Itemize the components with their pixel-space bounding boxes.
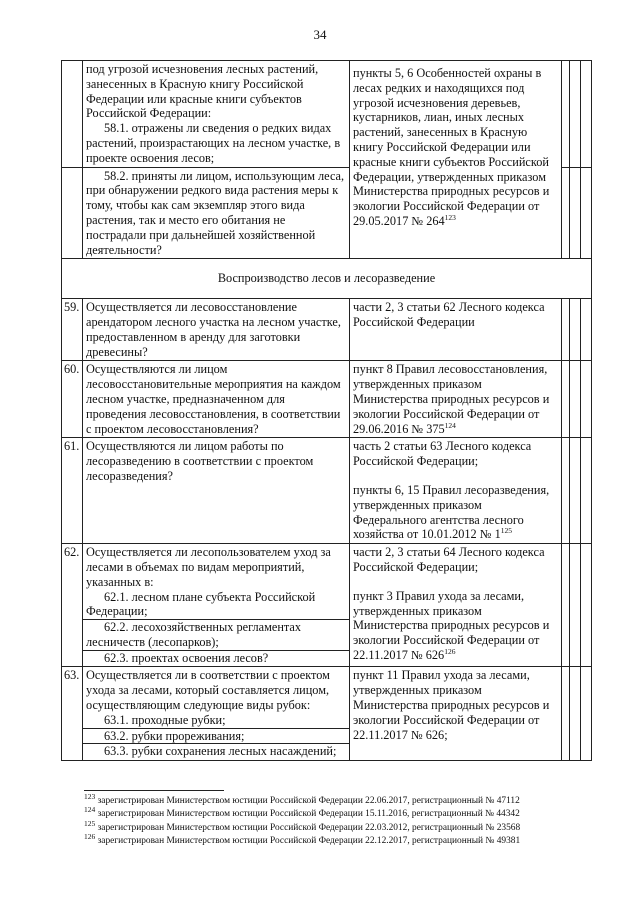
row-number: [62, 61, 83, 168]
sub-question: 62.2. лесохозяйственных регламентах лесничеств (лесопарков);: [86, 620, 302, 649]
question-cell: Осуществляются ли лицом работы по лесоразведению в соответствии с проектом лесоразведения?: [83, 438, 350, 544]
footnote: [84, 818, 604, 835]
basis-cell: части 2, 3 статьи 62 Лесного кодекса Российской Федерации: [350, 299, 562, 361]
question-cell: [83, 61, 350, 168]
table-row: [62, 299, 592, 361]
footnote-number: 125: [84, 818, 96, 828]
question-cell: [83, 544, 350, 667]
question-cell: [83, 167, 350, 259]
question-text: Осуществляется ли лесопользователем уход за лесами в объемах по видам мероприятий, указанных в:: [86, 545, 331, 589]
row-number: 59.: [62, 299, 83, 361]
question-cell: Осуществляются ли лицом лесовосстановительные мероприятия на каждом лесном участке, предназначенном для проведения лесовосстановления, в соответствии с проектом лесовосстановления?: [83, 361, 350, 438]
footnote-text: зарегистрирован Министерством юстиции Российской Федерации 15.11.2016, регистрационный № 44342: [97, 809, 520, 820]
sub-question: 62.3. проектах освоения лесов?: [104, 650, 269, 665]
basis-cell: [350, 544, 562, 667]
sub-question: 62.1. лесном плане субъекта Российской Федерации;: [86, 589, 316, 619]
footnote-text: зарегистрирован Министерством юстиции Российской Федерации 22.06.2017, регистрационный № 47112: [97, 796, 520, 806]
footnote-number: 124: [84, 805, 96, 815]
sub-question: 58.1. отражены ли сведения о редких видах растений, произрастающих на лесном участке, в проекте освоения лесов;: [86, 121, 341, 165]
legal-basis: часть 2 статьи 63 Лесного кодекса Российской Федерации;: [353, 439, 532, 469]
sub-question: 63.1. проходные рубки;: [104, 712, 226, 727]
footnotes: [84, 791, 604, 849]
row-number: 63.: [62, 667, 83, 761]
footnote: [84, 791, 604, 808]
sub-question: 63.3. рубки сохранения лесных насаждений;: [104, 744, 337, 759]
legal-basis: части 2, 3 статьи 64 Лесного кодекса Российской Федерации;: [353, 545, 545, 574]
footnote-ref: 124: [444, 420, 456, 430]
legal-basis: пункт 3 Правил ухода за лесами, утвержденных приказом Министерства природных ресурсов и экологии Российской Федерации от 22.11.2017 № 626: [353, 588, 550, 662]
basis-cell: [350, 61, 562, 259]
sub-question: 63.2. рубки прореживания;: [104, 728, 245, 743]
footnote-ref: 123: [444, 212, 456, 222]
legal-basis: пункты 6, 15 Правил лесоразведения, утвержденных приказом Федерального агентства лесного хозяйства от 10.01.2012 № 1: [353, 482, 550, 542]
basis-cell: [350, 438, 562, 544]
row-number: 62.: [62, 544, 83, 667]
table-row: [62, 61, 592, 168]
footnote-ref: 126: [444, 646, 456, 656]
footnote-divider: [84, 790, 224, 791]
table-row: [62, 544, 592, 667]
footnote-number: 126: [84, 832, 96, 842]
question-cell: [83, 667, 350, 761]
footnote: [84, 805, 604, 821]
table-row: [62, 438, 592, 544]
legal-basis: пункт 8 Правил лесовосстановления, утвержденных приказом Министерства природных ресурсов и экологии Российской Федерации от 29.06.2016 № 375: [353, 362, 550, 436]
section-row: [62, 259, 592, 299]
question-text: под угрозой исчезновения лесных растений, занесенных в Красную книгу Российской Федерации или красные книги субъектов Российской Федерации:: [86, 62, 319, 121]
footnote-number: 123: [84, 791, 96, 801]
checklist-table: [61, 60, 592, 761]
page-number: 34: [313, 27, 327, 42]
sub-question: 58.2. приняты ли лицом, использующим леса, при обнаружении редкого вида растения меры к тому, чтобы как сам экземпляр этого вида растения, так и место его обитания не пострадали при дальнейшей хозяйственной деятельности?: [86, 168, 345, 257]
row-number: 60.: [62, 361, 83, 438]
table-row: [62, 361, 592, 438]
footnote-text: зарегистрирован Министерством юстиции Российской Федерации 22.03.2012, регистрационный № 23568: [97, 822, 521, 833]
row-number: 61.: [62, 438, 83, 544]
question-text: Осуществляется ли в соответствии с проектом ухода за лесами, который составляется лицом, осуществляющим следующие виды рубок:: [86, 668, 330, 713]
question-cell: Осуществляется ли лесовосстановление арендатором лесного участка на лесном участке, предоставленном в аренду для заготовки древесины?: [83, 299, 350, 361]
footnote-text: зарегистрирован Министерством юстиции Российской Федерации 22.12.2017, регистрационный № 49381: [97, 836, 521, 847]
table-row: [62, 667, 592, 761]
footnote-ref: 125: [500, 526, 512, 536]
basis-cell: пункт 11 Правил ухода за лесами, утвержденных приказом Министерства природных ресурсов и экологии Российской Федерации от 22.11.2017 № 626;: [350, 667, 562, 761]
section-title: Воспроизводство лесов и лесоразведение: [62, 259, 592, 299]
basis-cell: [350, 361, 562, 438]
legal-basis: пункты 5, 6 Особенностей охраны в лесах редких и находящихся под угрозой исчезновения деревьев, кустарников, лиан, иных лесных растений, занесенных в Красную книгу Российской Федерации или красные книги субъектов Российской Федерации, утвержденных приказом Министерства природных ресурсов и экологии Российской Федерации от 29.05.2017 № 264: [353, 66, 550, 228]
footnote: [84, 832, 604, 848]
